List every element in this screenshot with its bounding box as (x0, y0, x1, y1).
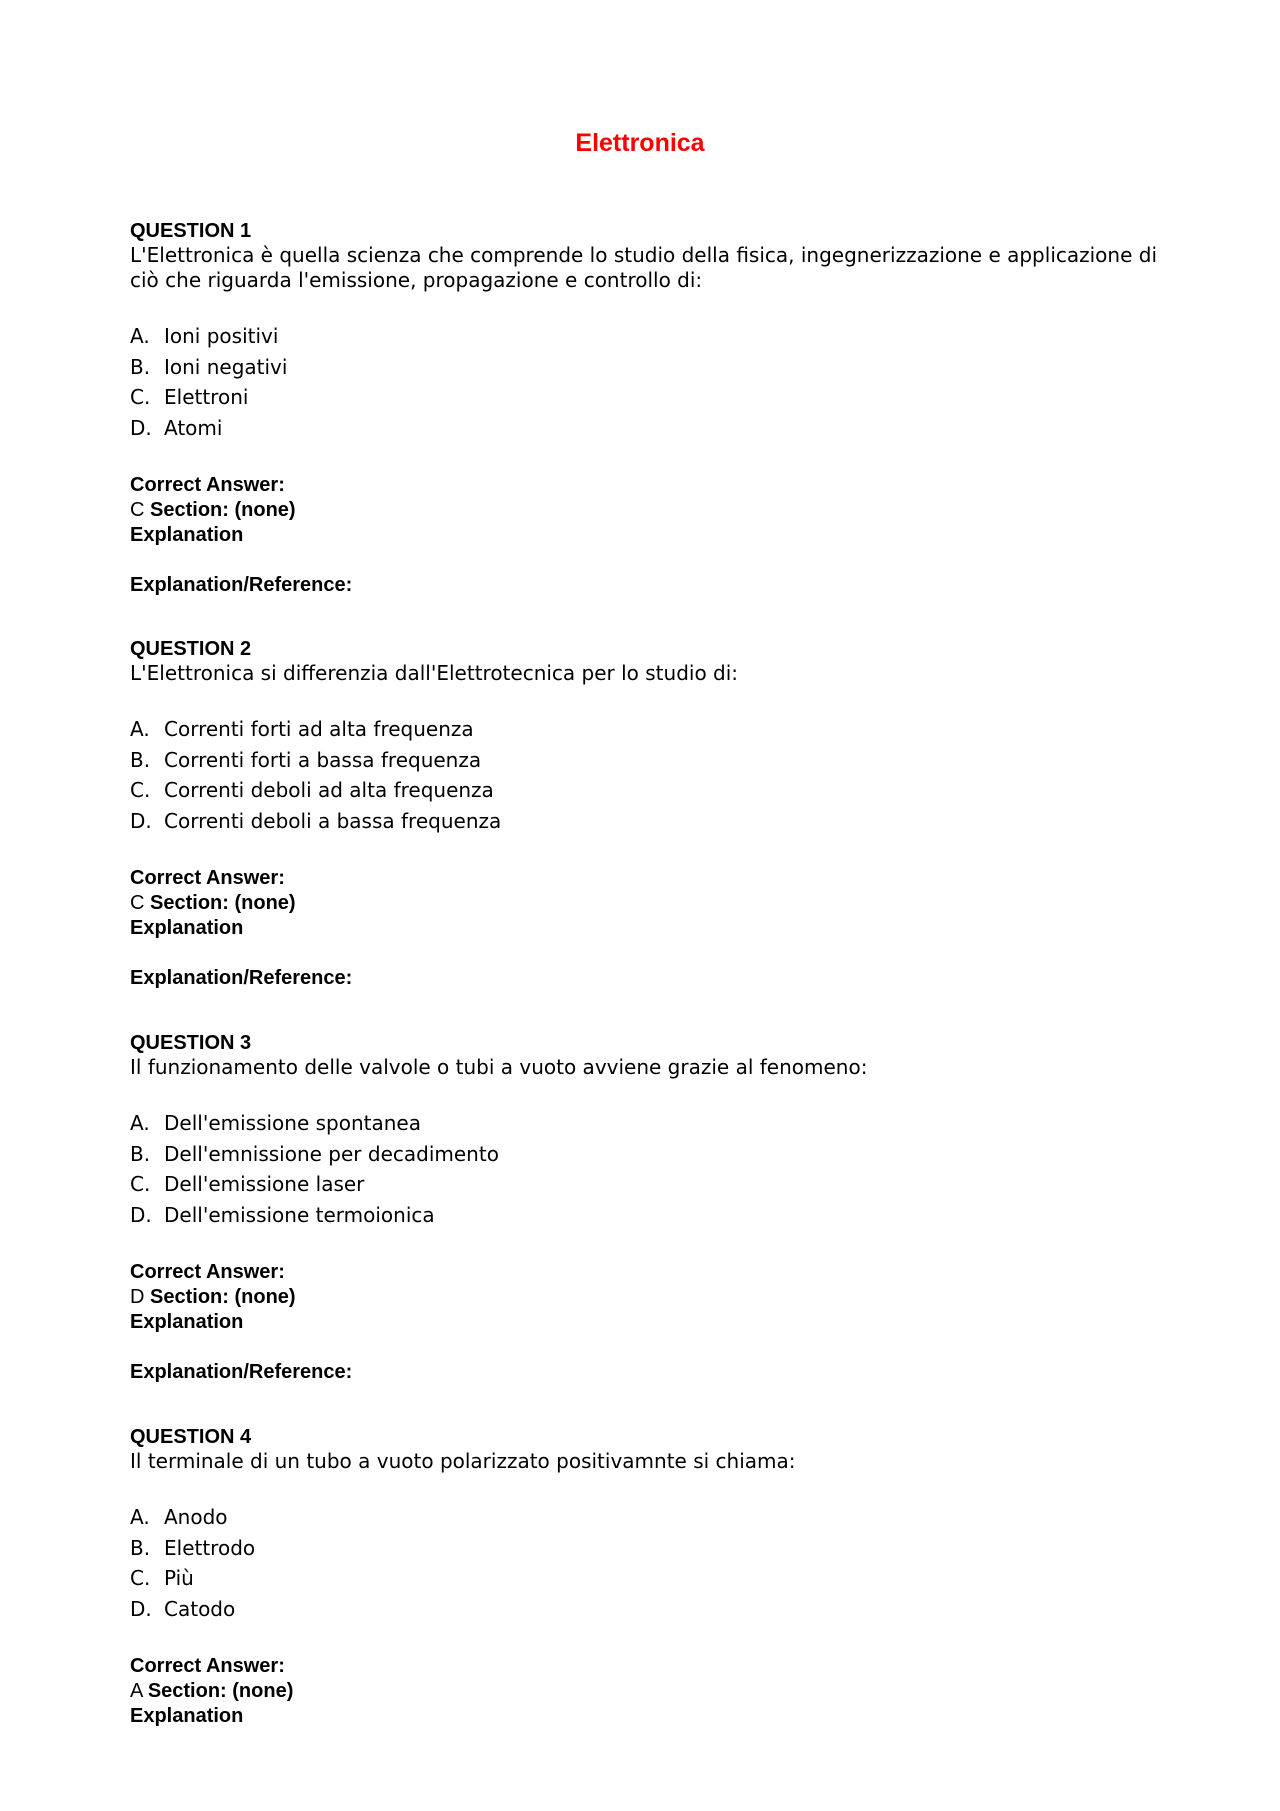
document-title: Elettronica (575, 129, 705, 157)
question-4 (130, 1425, 1160, 1729)
option-letter: C. (130, 385, 151, 410)
option-letter: A. (130, 324, 150, 348)
option-letter: C. (130, 778, 151, 803)
option-a (130, 1502, 1160, 1533)
answer-block (130, 1654, 1160, 1729)
option-b (130, 745, 1160, 776)
question-2 (130, 637, 1160, 991)
correct-answer-row (130, 1285, 1160, 1310)
section-label: Section: (none) (150, 498, 296, 521)
option-c (130, 1169, 1160, 1200)
explanation-label: Explanation (130, 916, 244, 939)
option-text: Elettroni (164, 385, 249, 410)
option-d (130, 413, 1160, 444)
option-letter: A. (130, 1111, 150, 1135)
question-text: L'Elettronica si differenzia dall'Elettrotecnica per lo studio di: (130, 661, 739, 685)
option-d (130, 1200, 1160, 1231)
option-text: Catodo (164, 1597, 236, 1622)
answer-options (130, 714, 1160, 837)
correct-answer-value: A (130, 1679, 143, 1702)
option-text: Correnti forti a bassa frequenza (164, 747, 482, 772)
option-letter: D. (130, 809, 152, 834)
answer-options (130, 1108, 1160, 1231)
option-text: Ioni negativi (164, 354, 288, 379)
option-text: Ioni positivi (164, 324, 279, 348)
explanation-reference-label: Explanation/Reference: (130, 573, 353, 596)
correct-answer-label: Correct Answer: (130, 1654, 285, 1677)
correct-answer-row (130, 498, 1160, 523)
option-d (130, 806, 1160, 837)
option-a (130, 321, 1160, 352)
question-header: QUESTION 2 (130, 638, 252, 660)
correct-answer-label: Correct Answer: (130, 866, 285, 889)
section-label: Section: (none) (147, 1679, 294, 1702)
option-text: Dell'emissione spontanea (164, 1111, 421, 1135)
option-text: Atomi (164, 416, 223, 441)
explanation-label: Explanation (130, 1704, 244, 1727)
answer-options (130, 321, 1160, 444)
option-text: Correnti deboli a bassa frequenza (164, 809, 502, 834)
correct-answer-value: C (130, 498, 145, 521)
option-text: Più (164, 1566, 194, 1591)
option-letter: B. (130, 747, 151, 772)
question-header: QUESTION 4 (130, 1426, 252, 1448)
explanation-reference-label: Explanation/Reference: (130, 1360, 353, 1383)
option-b (130, 1533, 1160, 1564)
section-label: Section: (none) (150, 1285, 296, 1308)
option-text: Correnti deboli ad alta frequenza (164, 778, 494, 803)
explanation-label: Explanation (130, 1310, 244, 1333)
option-c (130, 1563, 1160, 1594)
option-text: Elettrodo (164, 1535, 256, 1560)
section-label: Section: (none) (150, 891, 296, 914)
option-letter: C. (130, 1566, 151, 1591)
option-letter: A. (130, 717, 150, 741)
question-text: L'Elettronica è quella scienza che comprende lo studio della fisica, ingegnerizzazione e applicazione di ciò che riguarda l'emissione, propagazione e controllo di: (130, 243, 1158, 292)
question-3 (130, 1031, 1160, 1385)
option-letter: B. (130, 354, 151, 379)
correct-answer-value: C (130, 891, 145, 914)
option-letter: A. (130, 1505, 150, 1529)
answer-block (130, 1260, 1160, 1335)
option-c (130, 775, 1160, 806)
answer-block (130, 473, 1160, 548)
option-text: Dell'emissione laser (164, 1172, 365, 1197)
option-b (130, 1139, 1160, 1170)
option-letter: C. (130, 1172, 151, 1197)
option-letter: D. (130, 1597, 152, 1622)
question-header: QUESTION 3 (130, 1032, 252, 1054)
option-letter: B. (130, 1535, 151, 1560)
answer-options (130, 1502, 1160, 1625)
correct-answer-row (130, 891, 1160, 916)
correct-answer-label: Correct Answer: (130, 1260, 285, 1283)
question-text: Il terminale di un tubo a vuoto polarizzato positivamnte si chiama: (130, 1449, 796, 1473)
option-b (130, 352, 1160, 383)
option-letter: D. (130, 1203, 152, 1228)
explanation-label: Explanation (130, 523, 244, 546)
explanation-reference-label: Explanation/Reference: (130, 966, 353, 989)
correct-answer-value: D (130, 1285, 145, 1308)
question-header: QUESTION 1 (130, 220, 252, 242)
option-letter: D. (130, 416, 152, 441)
correct-answer-label: Correct Answer: (130, 473, 285, 496)
option-text: Dell'emnissione per decadimento (164, 1141, 499, 1166)
question-text: Il funzionamento delle valvole o tubi a vuoto avviene grazie al fenomeno: (130, 1055, 868, 1079)
option-text: Anodo (164, 1505, 228, 1529)
option-a (130, 714, 1160, 745)
option-a (130, 1108, 1160, 1139)
answer-block (130, 866, 1160, 941)
option-c (130, 382, 1160, 413)
option-text: Dell'emissione termoionica (164, 1203, 435, 1228)
question-1 (130, 219, 1160, 598)
correct-answer-row (130, 1679, 1160, 1704)
option-text: Correnti forti ad alta frequenza (164, 717, 474, 741)
option-letter: B. (130, 1141, 151, 1166)
option-d (130, 1594, 1160, 1625)
